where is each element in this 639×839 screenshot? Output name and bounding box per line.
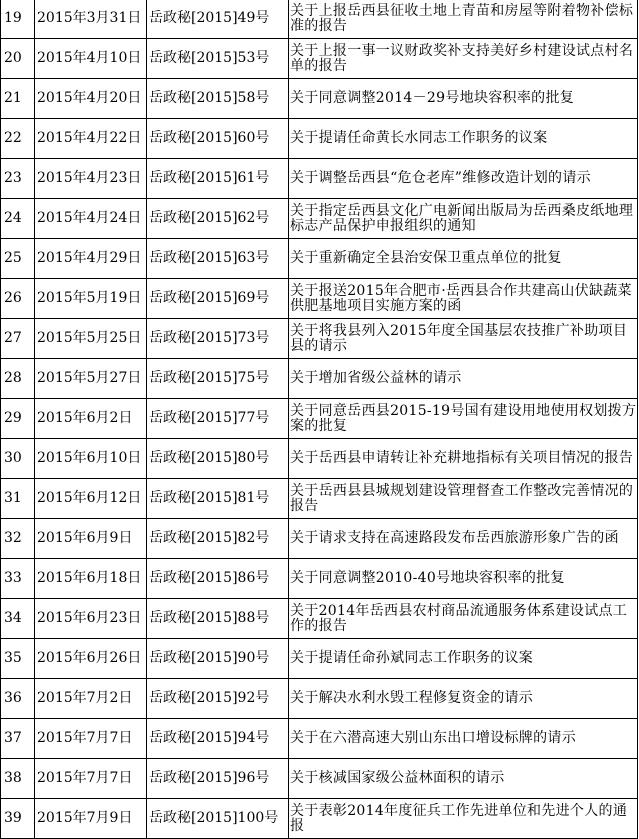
document-title: 关于同意调整2014－29号地块容积率的批复: [289, 79, 638, 119]
row-number: 35: [1, 639, 35, 679]
document-title: 关于2014年岳西县农村商品流通服务体系建设试点工作的报告: [289, 599, 638, 639]
table-row: [1, 599, 638, 639]
row-number: 32: [1, 519, 35, 559]
issue-date: 2015年7月7日: [35, 719, 147, 759]
document-title: 关于指定岳西县文化广电新闻出版局为岳西桑皮纸地理标志产品保护申报组织的通知: [289, 199, 638, 239]
issue-date: 2015年7月7日: [35, 759, 147, 799]
document-number: 岳政秘[2015]69号: [147, 279, 289, 319]
row-number: 34: [1, 599, 35, 639]
document-title: 关于调整岳西县“危仓老库”维修改造计划的请示: [289, 159, 638, 199]
issue-date: 2015年5月25日: [35, 319, 147, 359]
table-row: [1, 79, 638, 119]
document-title: 关于解决水利水毁工程修复资金的请示: [289, 679, 638, 719]
table-row: [1, 159, 638, 199]
issue-date: 2015年6月10日: [35, 439, 147, 479]
table-row: [1, 679, 638, 719]
document-title: 关于同意调整2010-40号地块容积率的批复: [289, 559, 638, 599]
table-row: [1, 39, 638, 79]
row-number: 30: [1, 439, 35, 479]
document-title: 关于核减国家级公益林面积的请示: [289, 759, 638, 799]
row-number: 31: [1, 479, 35, 519]
issue-date: 2015年6月9日: [35, 519, 147, 559]
row-number: 21: [1, 79, 35, 119]
document-title: 关于上报一事一议财政奖补支持美好乡村建设试点村名单的报告: [289, 39, 638, 79]
table-row: [1, 359, 638, 399]
issue-date: 2015年4月20日: [35, 79, 147, 119]
issue-date: 2015年7月2日: [35, 679, 147, 719]
document-number: 岳政秘[2015]61号: [147, 159, 289, 199]
issue-date: 2015年6月12日: [35, 479, 147, 519]
document-title: 关于重新确定全县治安保卫重点单位的批复: [289, 239, 638, 279]
table-row: [1, 479, 638, 519]
document-number: 岳政秘[2015]62号: [147, 199, 289, 239]
row-number: 27: [1, 319, 35, 359]
issue-date: 2015年4月22日: [35, 119, 147, 159]
issue-date: 2015年6月2日: [35, 399, 147, 439]
row-number: 29: [1, 399, 35, 439]
table-row: [1, 439, 638, 479]
table-row: [1, 279, 638, 319]
table-row: [1, 0, 638, 39]
issue-date: 2015年3月31日: [35, 0, 147, 39]
row-number: 24: [1, 199, 35, 239]
row-number: 33: [1, 559, 35, 599]
document-number: 岳政秘[2015]94号: [147, 719, 289, 759]
document-title: 关于同意岳西县2015-19号国有建设用地使用权划拨方案的批复: [289, 399, 638, 439]
issue-date: 2015年6月23日: [35, 599, 147, 639]
issue-date: 2015年5月19日: [35, 279, 147, 319]
document-title: 关于报送2015年合肥市·岳西县合作共建高山伏缺蔬菜供肥基地项目实施方案的函: [289, 279, 638, 319]
document-number: 岳政秘[2015]58号: [147, 79, 289, 119]
row-number: 25: [1, 239, 35, 279]
row-number: 23: [1, 159, 35, 199]
table-row: [1, 559, 638, 599]
row-number: 28: [1, 359, 35, 399]
document-number: 岳政秘[2015]81号: [147, 479, 289, 519]
document-title: 关于在六潜高速大别山东出口增设标牌的请示: [289, 719, 638, 759]
table-row: [1, 199, 638, 239]
issue-date: 2015年4月23日: [35, 159, 147, 199]
table-row: [1, 119, 638, 159]
row-number: 22: [1, 119, 35, 159]
row-number: 26: [1, 279, 35, 319]
table-row: [1, 519, 638, 559]
issue-date: 2015年5月27日: [35, 359, 147, 399]
row-number: 38: [1, 759, 35, 799]
document-number: 岳政秘[2015]82号: [147, 519, 289, 559]
table-row: [1, 719, 638, 759]
document-number: 岳政秘[2015]88号: [147, 599, 289, 639]
document-title: 关于岳西县县城规划建设管理督查工作整改完善情况的报告: [289, 479, 638, 519]
document-number: 岳政秘[2015]90号: [147, 639, 289, 679]
table-row: [1, 799, 638, 839]
document-number: 岳政秘[2015]80号: [147, 439, 289, 479]
document-title: 关于提请任命黄长水同志工作职务的议案: [289, 119, 638, 159]
document-title: 关于表彰2014年度征兵工作先进单位和先进个人的通报: [289, 799, 638, 839]
document-number: 岳政秘[2015]86号: [147, 559, 289, 599]
row-number: 20: [1, 39, 35, 79]
table-row: [1, 759, 638, 799]
issue-date: 2015年4月29日: [35, 239, 147, 279]
row-number: 36: [1, 679, 35, 719]
document-number: 岳政秘[2015]77号: [147, 399, 289, 439]
table-row: [1, 319, 638, 359]
row-number: 37: [1, 719, 35, 759]
document-title: 关于增加省级公益林的请示: [289, 359, 638, 399]
document-number: 岳政秘[2015]49号: [147, 0, 289, 39]
issue-date: 2015年7月9日: [35, 799, 147, 839]
document-title: 关于提请任命孙斌同志工作职务的议案: [289, 639, 638, 679]
document-title: 关于上报岳西县征收土地上青苗和房屋等附着物补偿标准的报告: [289, 0, 638, 39]
table-row: [1, 399, 638, 439]
row-number: 19: [1, 0, 35, 39]
document-number: 岳政秘[2015]63号: [147, 239, 289, 279]
document-number: 岳政秘[2015]96号: [147, 759, 289, 799]
table-row: [1, 239, 638, 279]
document-number: 岳政秘[2015]60号: [147, 119, 289, 159]
document-title: 关于请求支持在高速路段发布岳西旅游形象广告的函: [289, 519, 638, 559]
document-number: 岳政秘[2015]73号: [147, 319, 289, 359]
document-number: 岳政秘[2015]53号: [147, 39, 289, 79]
document-number: 岳政秘[2015]92号: [147, 679, 289, 719]
issue-date: 2015年6月18日: [35, 559, 147, 599]
issue-date: 2015年4月24日: [35, 199, 147, 239]
row-number: 39: [1, 799, 35, 839]
table-body: [1, 0, 638, 839]
issue-date: 2015年6月26日: [35, 639, 147, 679]
document-number: 岳政秘[2015]100号: [147, 799, 289, 839]
document-title: 关于岳西县申请转让补充耕地指标有关项目情况的报告: [289, 439, 638, 479]
document-title: 关于将我县列入2015年度全国基层农技推广补助项目县的请示: [289, 319, 638, 359]
issue-date: 2015年4月10日: [35, 39, 147, 79]
document-number: 岳政秘[2015]75号: [147, 359, 289, 399]
table-row: [1, 639, 638, 679]
